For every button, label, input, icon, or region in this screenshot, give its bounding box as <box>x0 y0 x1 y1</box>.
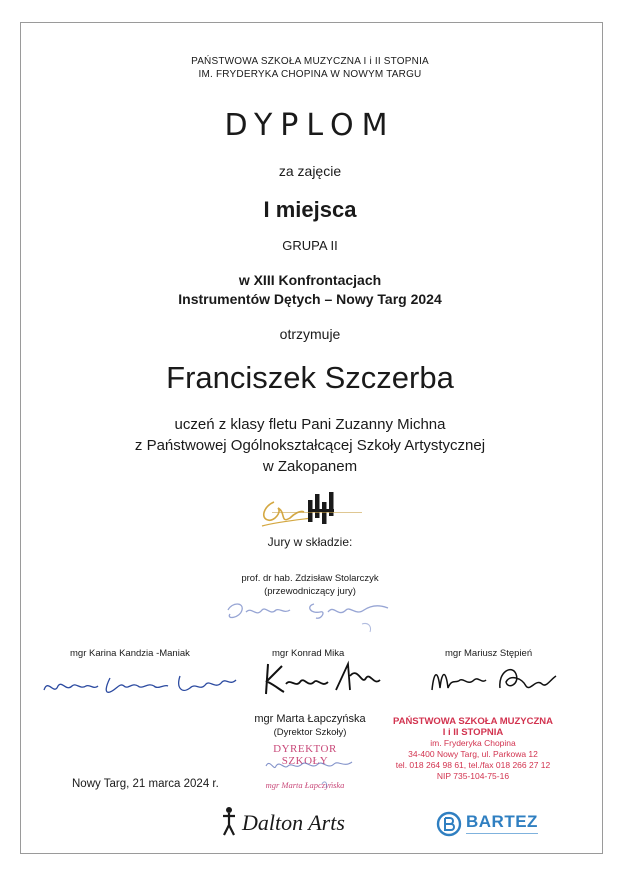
jury-member2-signature <box>258 656 388 700</box>
school-name-line2: IM. FRYDERYKA CHOPINA W NOWYM TARGU <box>198 69 422 80</box>
director-signature <box>262 752 362 792</box>
dalton-arts-logo-icon <box>219 805 239 837</box>
student-info <box>0 414 620 477</box>
jury-member2-name: mgr Konrad Mika <box>272 648 345 659</box>
award-group: GRUPA II <box>282 238 338 253</box>
bartez-underline <box>466 833 538 834</box>
school-stamp-line3: im. Fryderyka Chopina <box>430 738 516 748</box>
school-stamp-line6: NIP 735-104-75-16 <box>436 771 510 781</box>
school-stamp-line4: 34-400 Nowy Targ, ul. Parkowa 12 <box>408 749 538 759</box>
jury-member3-signature <box>426 660 566 700</box>
school-name-line1: PAŃSTWOWA SZKOŁA MUZYCZNA I i II STOPNIA <box>191 56 429 67</box>
competition-line1: w XIII Konfrontacjach <box>238 272 382 288</box>
director-block <box>235 712 385 740</box>
award-for-label: za zajęcie <box>278 163 342 179</box>
jury-member1-signature <box>40 668 240 702</box>
bartez-logo: BARTEZ <box>466 812 538 831</box>
school-stamp-line2: I i II STOPNIA <box>442 727 504 738</box>
director-stamp-line2: mgr Marta Łapczyńska <box>265 780 345 790</box>
student-line1: uczeń z klasy fletu Pani Zuzanny Michna <box>174 416 446 433</box>
jury-chair-block <box>230 572 390 598</box>
competition-name <box>0 271 620 309</box>
jury-member3-name: mgr Mariusz Stępień <box>445 648 533 659</box>
student-line3: w Zakopanem <box>262 458 358 475</box>
jury-member1-name: mgr Karina Kandzia -Maniak <box>70 648 190 659</box>
jury-chair-signature <box>222 596 397 636</box>
director-role: (Dyrektor Szkoły) <box>273 727 347 738</box>
issue-date: Nowy Targ, 21 marca 2024 r. <box>72 778 219 790</box>
diploma-title: DYPLOM <box>224 108 396 143</box>
competition-line2: Instrumentów Dętych – Nowy Targ 2024 <box>178 291 442 307</box>
jury-chair-name: prof. dr hab. Zdzisław Stolarczyk <box>241 573 379 584</box>
school-stamp-line5: tel. 018 264 98 61, tel./fax 018 266 27 12 <box>395 760 551 770</box>
director-stamp-line1: DYREKTOR SZKOŁY <box>273 743 337 767</box>
jury-chair-role: (przewodniczący jury) <box>264 586 356 597</box>
school-header <box>0 55 620 81</box>
school-stamp <box>386 716 560 782</box>
dalton-arts-logo: Dalton Arts <box>242 810 345 835</box>
school-logo-icon <box>306 490 340 526</box>
recipient-name: Franciszek Szczerba <box>166 360 454 395</box>
logo-divider <box>272 512 362 513</box>
award-place: I miejsca <box>263 197 357 222</box>
bartez-logo-icon <box>436 811 462 837</box>
jury-label: Jury w składzie: <box>267 535 353 549</box>
director-name: mgr Marta Łapczyńska <box>254 713 366 725</box>
student-line2: z Państwowej Ogólnokształcącej Szkoły Artystycznej <box>134 437 486 454</box>
receives-label: otrzymuje <box>279 326 341 342</box>
school-stamp-line1: PAŃSTWOWA SZKOŁA MUZYCZNA <box>392 716 554 727</box>
